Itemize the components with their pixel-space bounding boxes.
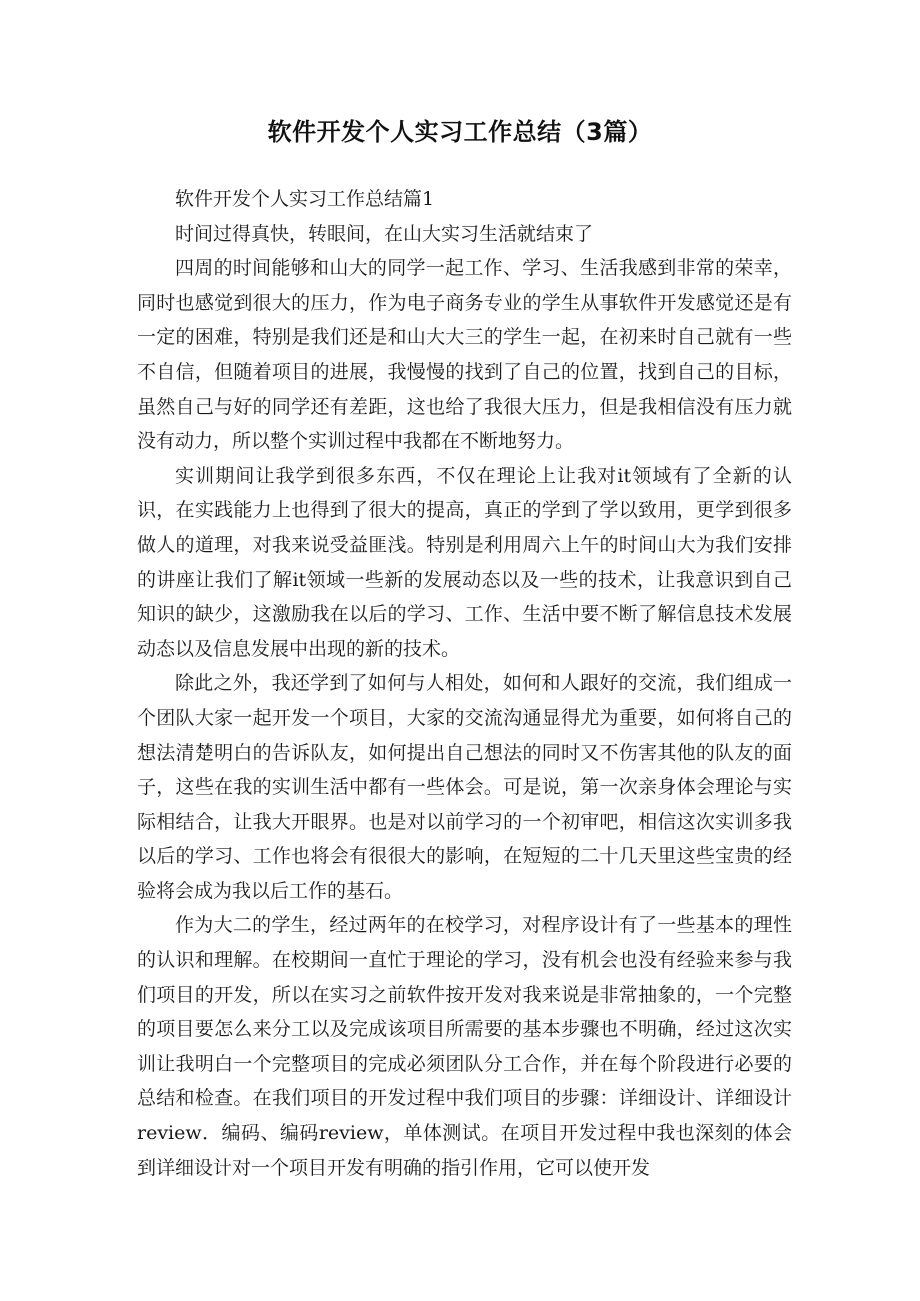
section-heading: 软件开发个人实习工作总结篇1 <box>175 188 435 210</box>
document-body <box>137 182 792 1185</box>
paragraph: 四周的时间能够和山大的同学一起工作、学习、生活我感到非常的荣幸，同时也感觉到很大的压力，作为电子商务专业的学生从事软件开发感觉还是有一定的困难，特别是我们还是和山大大三的学生一起，在初来时自己就有一些不自信，但随着项目的进展，我慢慢的找到了自己的位置，找到自己的目标，虽然自己与好的同学还有差距，这也给了我很大压力，但是我相信没有压力就没有动力，所以整个实训过程中我都在不断地努力。 <box>137 257 792 453</box>
paragraph: 实训期间让我学到很多东西，不仅在理论上让我对it领域有了全新的认识，在实践能力上也得到了很大的提高，真正的学到了学以致用，更学到很多做人的道理，对我来说受益匪浅。特别是利用周六上午的时间山大为我们安排的讲座让我们了解it领域一些新的发展动态以及一些的技术，让我意识到自己知识的缺少，这激励我在以后的学习、工作、生活中要不断了解信息技术发展动态以及信息发展中出现的新的技术。 <box>137 464 792 660</box>
paragraph: 除此之外，我还学到了如何与人相处，如何和人跟好的交流，我们组成一个团队大家一起开发一个项目，大家的交流沟通显得尤为重要，如何将自己的想法清楚明白的告诉队友，如何提出自己想法的同时又不伤害其他的队友的面子，这些在我的实训生活中都有一些体会。可是说，第一次亲身体会理论与实际相结合，让我大开眼界。也是对以前学习的一个初审吧，相信这次实训多我以后的学习、工作也将会有很很大的影响，在短短的二十几天里这些宝贵的经验将会成为我以后工作的基石。 <box>137 672 792 902</box>
document-title: 软件开发个人实习工作总结（3篇） <box>267 118 653 146</box>
paragraph: 作为大二的学生，经过两年的在校学习，对程序设计有了一些基本的理性的认识和理解。在校期间一直忙于理论的学习，没有机会也没有经验来参与我们项目的开发，所以在实习之前软件按开发对我来说是非常抽象的，一个完整的项目要怎么来分工以及完成该项目所需要的基本步骤也不明确，经过这次实训让我明白一个完整项目的完成必须团队分工合作，并在每个阶段进行必要的总结和检查。在我们项目的开发过程中我们项目的步骤：详细设计、详细设计review．编码、编码review，单体测试。在项目开发过程中我也深刻的体会到详细设计对一个项目开发有明确的指引作用，它可以使开发 <box>137 914 792 1179</box>
paragraph: 时间过得真快，转眼间，在山大实习生活就结束了 <box>175 222 594 245</box>
